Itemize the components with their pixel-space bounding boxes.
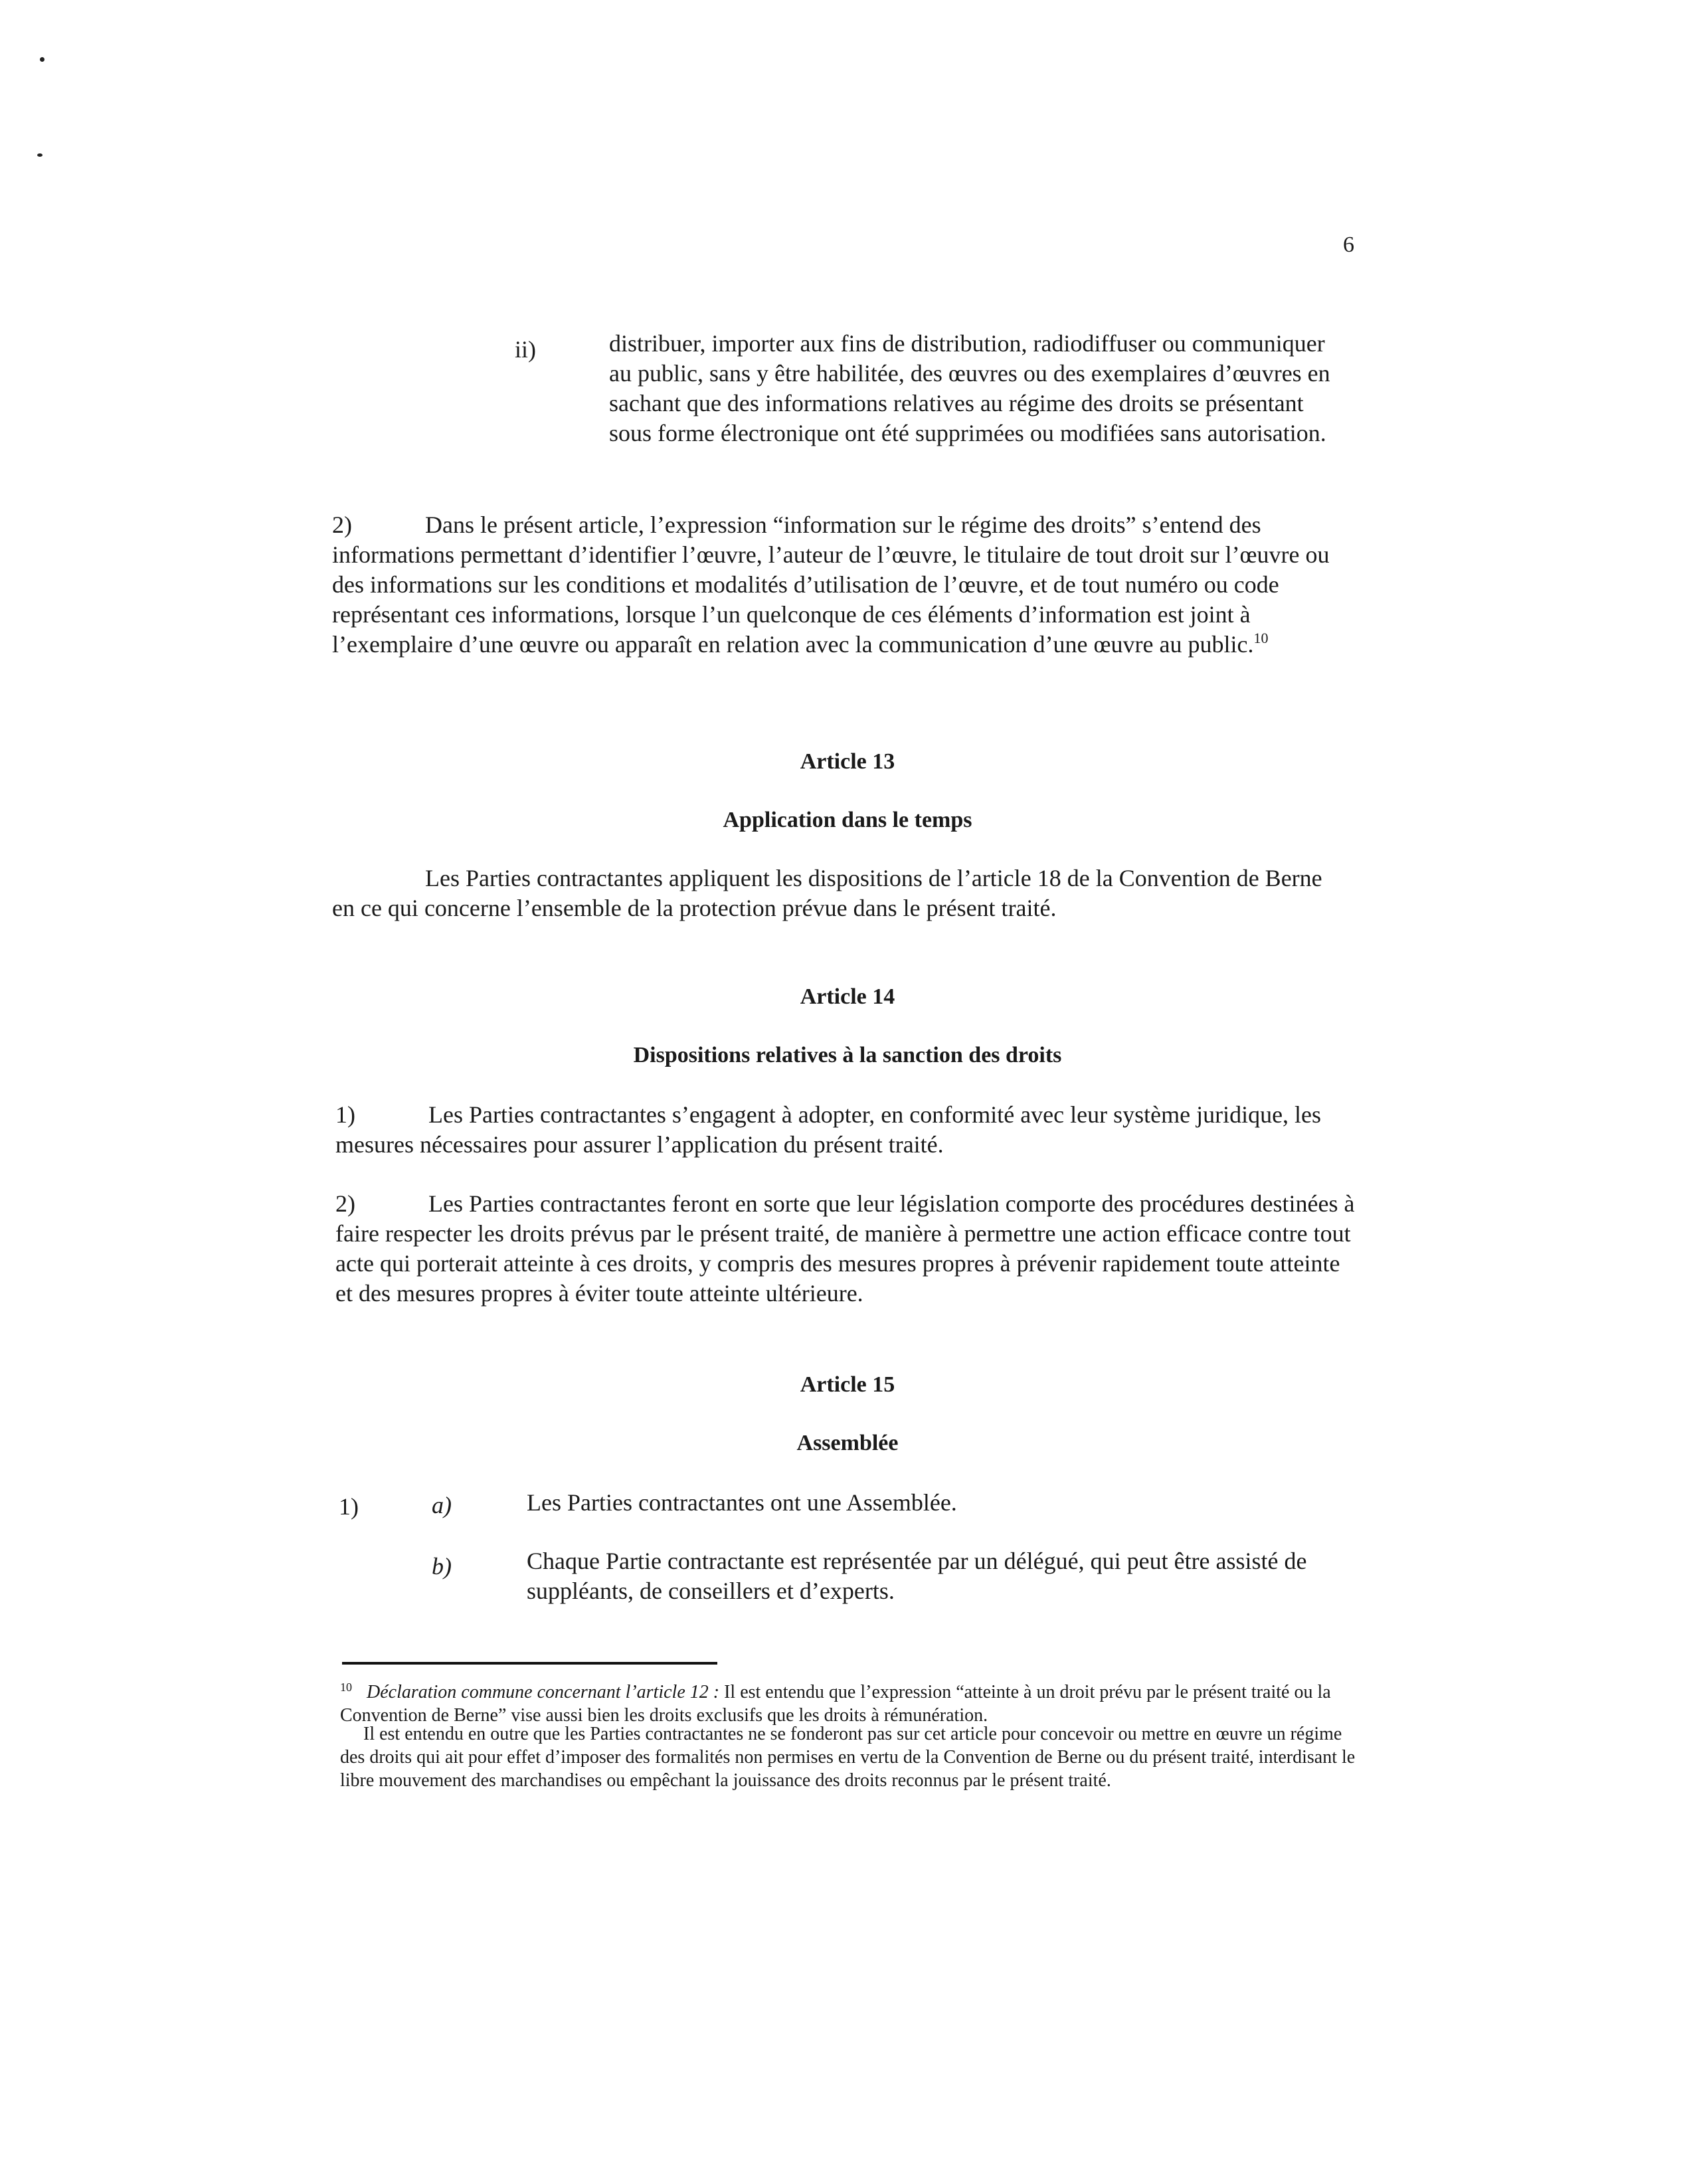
article-15-subtitle: Assemblée xyxy=(796,1431,899,1455)
footnote-separator xyxy=(342,1662,717,1665)
footnote-text-2: Il est entendu en outre que les Parties contractantes ne se fonderont pas sur cet article pour concevoir ou mettre en œuvre un régime des droits qui ait pour effet d’imposer des formalités non permises en vertu de la Convention de Berne ou du présent traité, interdisant le libre mouvement des marchandises ou empêchant la jouissance des droits reconnus par le présent traité. xyxy=(340,1724,1356,1791)
item-ii-label: ii) xyxy=(515,336,536,363)
article-15-item-b-label: b) xyxy=(432,1553,452,1580)
article-15-item-b-text: Chaque Partie contractante est représentée par un délégué, qui peut être assisté de suppléants, de conseillers et d’experts. xyxy=(527,1548,1307,1604)
item-ii-text xyxy=(609,329,1333,448)
scan-speck xyxy=(37,153,43,157)
article-13-subtitle: Application dans le temps xyxy=(723,808,972,832)
article-13-text: Les Parties contractantes appliquent les dispositions de l’article 18 de la Convention de Berne en ce qui concerne l’ensemble de la protection prévue dans le présent traité. xyxy=(332,865,1322,921)
article-14-subtitle: Dispositions relatives à la sanction des droits xyxy=(633,1043,1062,1067)
footnote-text-1: Il est entendu que l’expression “atteinte à un droit prévu par le présent traité ou la Convention de Berne” vise aussi bien les droits exclusifs que les droits à rémunération. xyxy=(340,1682,1331,1726)
article-14-paragraph-2 xyxy=(335,1189,1358,1309)
article-13-title: Article 13 xyxy=(800,749,895,774)
paragraph-2 xyxy=(332,510,1345,660)
article-15-paragraph-1-label: 1) xyxy=(339,1493,359,1520)
footnote-number: 10 xyxy=(340,1681,352,1694)
article-14-paragraph-1-label: 1) xyxy=(335,1101,355,1128)
paragraph-2-label: 2) xyxy=(332,511,352,538)
article-14-paragraph-2-label: 2) xyxy=(335,1190,355,1217)
footnote-10-continuation xyxy=(340,1722,1370,1792)
article-14-paragraph-1-text: Les Parties contractantes s’engagent à adopter, en conformité avec leur système juridique, les mesures nécessaires pour assurer l’application du présent traité. xyxy=(335,1101,1322,1158)
article-14-paragraph-2-text: Les Parties contractantes feront en sorte que leur législation comporte des procédures destinées à faire respecter les droits prévus par le présent traité, de manière à permettre une action efficace contre tout acte qui porterait atteinte à ces droits, y compris des mesures propres à prévenir rapidement toute atteinte et des mesures propres à éviter toute atteinte ultérieure. xyxy=(335,1190,1355,1307)
item-ii-body: distribuer, importer aux fins de distribution, radiodiffuser ou communiquer au public, sans y être habilitée, des œuvres ou des exemplaires d’œuvres en sachant que des informations relatives au régime des droits se présentant sous forme électronique ont été supprimées ou modifiées sans autorisation. xyxy=(609,330,1330,446)
footnote-title: Déclaration commune concernant l’article 12 : xyxy=(367,1682,720,1702)
page-number: 6 xyxy=(1343,232,1354,257)
footnote-10 xyxy=(340,1676,1370,1727)
article-15-item-a-text: Les Parties contractantes ont une Assemblée. xyxy=(527,1489,957,1516)
paragraph-2-text: Dans le présent article, l’expression “information sur le régime des droits” s’entend des informations permettant d’identifier l’œuvre, l’auteur de l’œuvre, le titulaire de tout droit sur l’œuvre ou des informations sur les conditions et modalités d’utilisation de l’œuvre, et de tout numéro ou code représentant ces informations, lorsque l’un quelconque de ces éléments d’information est joint à l’exemplaire d’une œuvre ou apparaît en relation avec la communication d’une œuvre au public. xyxy=(332,511,1330,658)
footnote-reference: 10 xyxy=(1253,630,1269,646)
scan-speck xyxy=(40,57,45,62)
article-14-paragraph-1 xyxy=(335,1100,1358,1160)
article-14-title: Article 14 xyxy=(800,984,895,1009)
article-15-title: Article 15 xyxy=(800,1372,895,1397)
article-15-item-a-label: a) xyxy=(432,1492,452,1518)
